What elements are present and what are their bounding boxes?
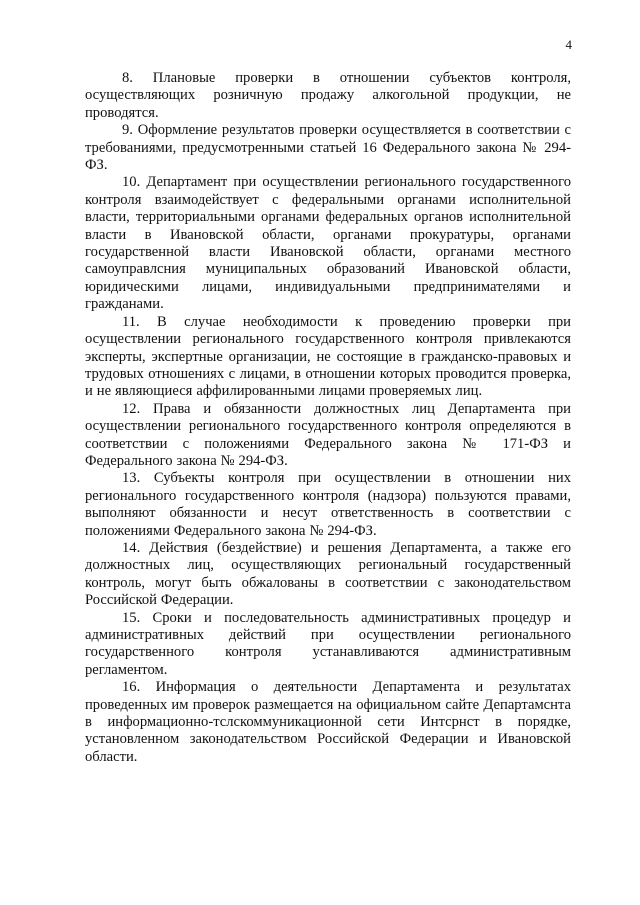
page-number: 4: [565, 37, 572, 52]
paragraph-11: 11. В случае необходимости к проведению проверки при осуществлении регионального государственного контроля привлекаются эксперты, экспертные организации, не состоящие в гражданско-правовых и трудовых отношениях с лицами, в отношении которых проводится проверка, и не являющиеся аффилированными лицами проверяемых лиц.: [85, 313, 571, 400]
paragraph-16: 16. Информация о деятельности Департамента и результатах проведенных им проверок размещается на официальном сайте Департамснта в информационно-тслскоммуникационной сети Интсрнст в порядке, установленном законодательством Российской Федерации и Ивановской области.: [85, 679, 571, 765]
paragraph-9: 9. Оформление результатов проверки осуществляется в соответствии с требованиями, предусмотренными статьей 16 Федерального закона № 294-ФЗ.: [85, 122, 571, 174]
paragraph-8: 8. Плановые проверки в отношении субъектов контроля, осуществляющих розничную продажу алкогольной продукции, не проводятся.: [85, 70, 571, 121]
paragraph-14: 14. Действия (бездействие) и решения Департамента, а также его должностных лиц, осуществляющих региональный государственный контроль, могут быть обжалованы в соответствии с законодательством Российской Федерации.: [85, 539, 571, 609]
paragraph-12: 12. Права и обязанности должностных лиц Департамента при осуществлении регионального государственного контроля определяются в соответствии с положениями Федерального закона № 171-ФЗ и Федерального закона № 294-ФЗ.: [85, 400, 571, 469]
paragraph-10: 10. Департамент при осуществлении регионального государственного контроля взаимодействует с федеральными органами исполнительной власти, территориальными органами федеральных органов исполнительной власти в Ивановской области, органами прокуратуры, органами государственной власти Ивановской области, органами местного самоуправлсния муниципальных образований Ивановской области, юридическими лицами, индивидуальными предпринимателями и гражданами.: [85, 174, 571, 313]
document-body: [85, 70, 571, 766]
paragraph-15: 15. Сроки и последовательность административных процедур и административных действий при осуществлении регионального государственного контроля устанавливаются административным регламентом.: [85, 609, 571, 678]
paragraph-13: 13. Субъекты контроля при осуществлении в отношении них регионального государственного контроля (надзора) пользуются правами, выполняют обязанности и несут ответственность в соответствии с положениями Федерального закона № 294-ФЗ.: [85, 470, 571, 539]
